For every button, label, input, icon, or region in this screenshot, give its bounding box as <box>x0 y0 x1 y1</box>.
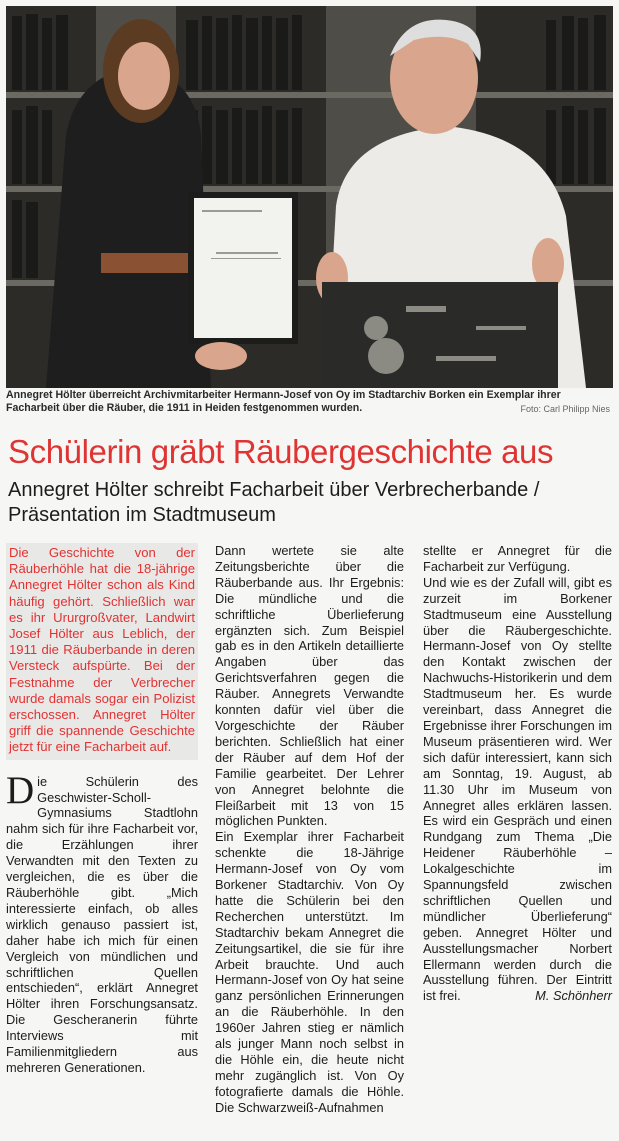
author-signature: M. Schönherr <box>535 988 612 1004</box>
article-photo <box>6 6 613 388</box>
article-column-3 <box>423 543 612 1004</box>
article-column-1 <box>6 543 198 1076</box>
caption-text: Annegret Hölter überreicht Archivmitarbeiter Hermann-Josef von Oy im Stadtarchiv Borken ein Exemplar ihrer Facharbeit über die Räuber, die 1911 in Heiden festgenommen wurden. <box>6 389 561 414</box>
body-text-1: ie Schülerin des Geschwister-Scholl-Gymnasiums Stadtlohn nahm sich für ihre Facharbeit vor, die Erzählungen ihrer Verwandten mit den Texten zu vergleichen, die es über die Räuberhöhle gibt. „Mich interessierte einfach, ob alles wirklich genauso passiert ist, daher habe ich mich für einen Vergleich von mündlichen und schriftlichen Quellen entschieden“, erklärt Annegret Hölter ihren Forschungsansatz. Die Gescheranerin führte Interviews mit Familienmitgliedern aus mehreren Generationen. <box>6 773 198 1075</box>
drop-cap: D <box>6 768 35 812</box>
body-paragraph-2: Dann wertete sie alte Zeitungsberichte über die Räuberbande aus. Ihr Ergebnis: Die mündliche und die schriftliche Überlieferung ergänzten sich. Zum Beispiel gab es in den Artikeln detaillierte Angaben über das Gerichtsverfahren gegen die Räuber. Annegrets Verwandte konnten dafür viel über die Vorgeschichte der Räuber berichten. Schließlich hat einer der Räuber auf dem Hof der Familie gearbeitet. Der Lehrer von Annegret belohnte die Fleißarbeit mit 13 von 15 möglichen Punkten. <box>215 543 404 829</box>
body-paragraph-4: stellte er Annegret für die Facharbeit zur Verfügung. <box>423 543 612 574</box>
article-subheadline: Annegret Hölter schreibt Facharbeit über Verbrecherbande / Präsentation im Stadtmuseum <box>8 479 540 526</box>
body-text-5: Und wie es der Zufall will, gibt es zurzeit im Borkener Stadtmuseum eine Ausstellung über die Räubergeschichte. Hermann-Josef von Oy stellte den Kontakt zwischen der Nachwuchs-Historikerin und dem Stadtmuseum her. Es wurde vereinbart, dass Annegret die Ergebnisse ihrer Forschungen im Museum präsentieren wird. Wer sich dafür interessiert, kann sich am Sonntag, 19. August, ab 11.30 Uhr im Museum von Annegret alles erklären lassen. Es wird ein Gespräch und einen Rundgang zum Thema „Die Heidener Räuberhöhle – Lokalgeschichte im Spannungsfeld zwischen schriftlichen Quellen und mündlicher Überlieferung“ geben. Annegret Hölter und Ausstellungsmacher Norbert Ellermann werden durch die Ausstellung führen. Der Eintritt ist frei. <box>423 574 612 1004</box>
photo-credit: Foto: Carl Philipp Nies <box>520 404 610 414</box>
body-paragraph-3: Ein Exemplar ihrer Facharbeit schenkte die 18-Jährige Hermann-Josef von Oy vom Borkener Stadtarchiv. Von Oy hatte die Schülerin bei den Recherchen unterstützt. Im Stadtarchiv bekam Annegret die Zeitungsartikel, die sie für ihre Arbeit brauchte. Und auch Hermann-Josef von Oy hat seine ganz persönlichen Erinnerungen an die Räuberhöhle. In den 1960er Jahren stieg er nämlich als junger Mann noch selbst in die Höhle ein, die heute nicht mehr zugänglich ist. Von Oy fotografierte damals die Höhle. Die Schwarzweiß-Aufnahmen <box>215 829 404 1115</box>
article-column-2 <box>215 543 404 1116</box>
lead-paragraph: Die Geschichte von der Räuberhöhle hat die 18-jährige Annegret Hölter schon als Kind häufig gehört. Schließlich war es ihr Ururgroßvater, Landwirt Josef Hölter aus Leblich, der 1911 die Räuberbande in deren Versteck aufspürte. Bei der Festnahme der Verbrecher wurde damals sogar ein Polizist erschossen. Annegret Hölter griff die spannende Geschichte jetzt für eine Facharbeit auf. <box>6 543 198 760</box>
article-headline: Schülerin gräbt Räubergeschichte aus <box>8 433 554 470</box>
body-paragraph-5 <box>423 575 612 1004</box>
body-paragraph-1 <box>6 768 198 1076</box>
photo-illustration <box>6 6 613 388</box>
